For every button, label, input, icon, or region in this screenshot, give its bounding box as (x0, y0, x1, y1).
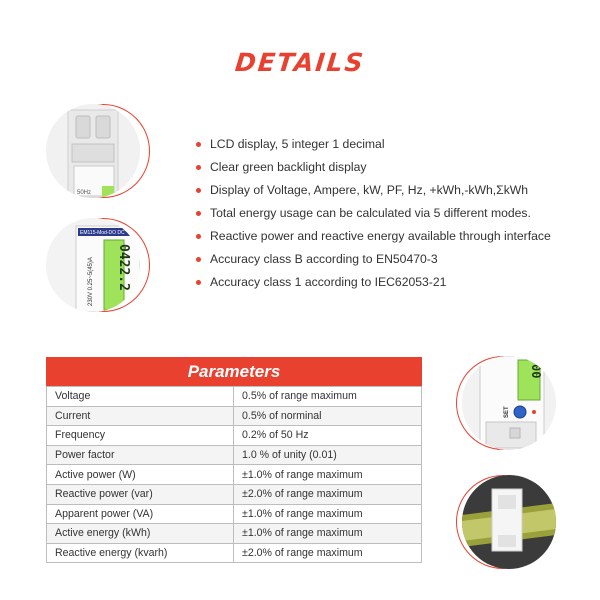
param-name: Frequency (47, 426, 234, 446)
feature-list (196, 136, 551, 297)
param-value: ±1.0% of range maximum (234, 524, 422, 544)
table-row (47, 445, 422, 465)
device-lcd-photo (46, 218, 140, 312)
param-value: ±1.0% of range maximum (234, 504, 422, 524)
lcd-reading: 0422.2 (116, 244, 131, 291)
list-item (196, 136, 551, 159)
din-rail-photo (462, 475, 556, 569)
param-value: 0.2% of 50 Hz (234, 426, 422, 446)
table-row (47, 465, 422, 485)
device-set-button-photo (462, 356, 556, 450)
page-title: DETAILS (233, 48, 367, 77)
feature-text: Accuracy class 1 according to IEC62053-21 (210, 275, 447, 289)
param-value: 0.5% of norminal (234, 406, 422, 426)
param-value: ±2.0% of range maximum (234, 543, 422, 563)
param-name: Apparent power (VA) (47, 504, 234, 524)
param-name: Reactive energy (kvarh) (47, 543, 234, 563)
feature-text: Accuracy class B according to EN50470-3 (210, 252, 438, 266)
bullet-dot-icon (196, 234, 201, 239)
table-row (47, 406, 422, 426)
param-value: 1.0 % of unity (0.01) (234, 445, 422, 465)
bullet-dot-icon (196, 280, 201, 285)
bullet-dot-icon (196, 165, 201, 170)
feature-text: Reactive power and reactive energy available through interface (210, 229, 551, 243)
device-freq-label: 50Hz (77, 190, 92, 196)
table-row (47, 543, 422, 563)
list-item (196, 228, 551, 251)
bullet-dot-icon (196, 188, 201, 193)
feature-text: LCD display, 5 integer 1 decimal (210, 137, 385, 151)
param-value: ±2.0% of range maximum (234, 484, 422, 504)
lcd-reading-small: 00 (529, 364, 543, 379)
list-item (196, 251, 551, 274)
bullet-dot-icon (196, 211, 201, 216)
parameters-table (46, 357, 422, 563)
list-item (196, 274, 551, 297)
feature-text: Total energy usage can be calculated via 5 different modes. (210, 206, 531, 220)
param-name: Voltage (47, 387, 234, 407)
device-rating-label: 230V 0.25~5(45)A (88, 257, 94, 306)
device-terminal-photo (46, 104, 140, 198)
device-model-label: EM115-Mod-DO DC (80, 230, 125, 236)
list-item (196, 182, 551, 205)
param-name: Current (47, 406, 234, 426)
param-name: Reactive power (var) (47, 484, 234, 504)
param-name: Active energy (kWh) (47, 524, 234, 544)
param-name: Power factor (47, 445, 234, 465)
list-item (196, 159, 551, 182)
set-label: SET (504, 406, 510, 418)
table-row (47, 524, 422, 544)
feature-text: Clear green backlight display (210, 160, 367, 174)
parameters-heading: Parameters (46, 357, 422, 386)
feature-text: Display of Voltage, Ampere, kW, PF, Hz, +kWh,-kWh,ΣkWh (210, 183, 529, 197)
table-row (47, 387, 422, 407)
table-row (47, 426, 422, 446)
param-name: Active power (W) (47, 465, 234, 485)
bullet-dot-icon (196, 257, 201, 262)
table-row (47, 484, 422, 504)
table-row (47, 504, 422, 524)
param-value: ±1.0% of range maximum (234, 465, 422, 485)
list-item (196, 205, 551, 228)
bullet-dot-icon (196, 142, 201, 147)
param-value: 0.5% of range maximum (234, 387, 422, 407)
